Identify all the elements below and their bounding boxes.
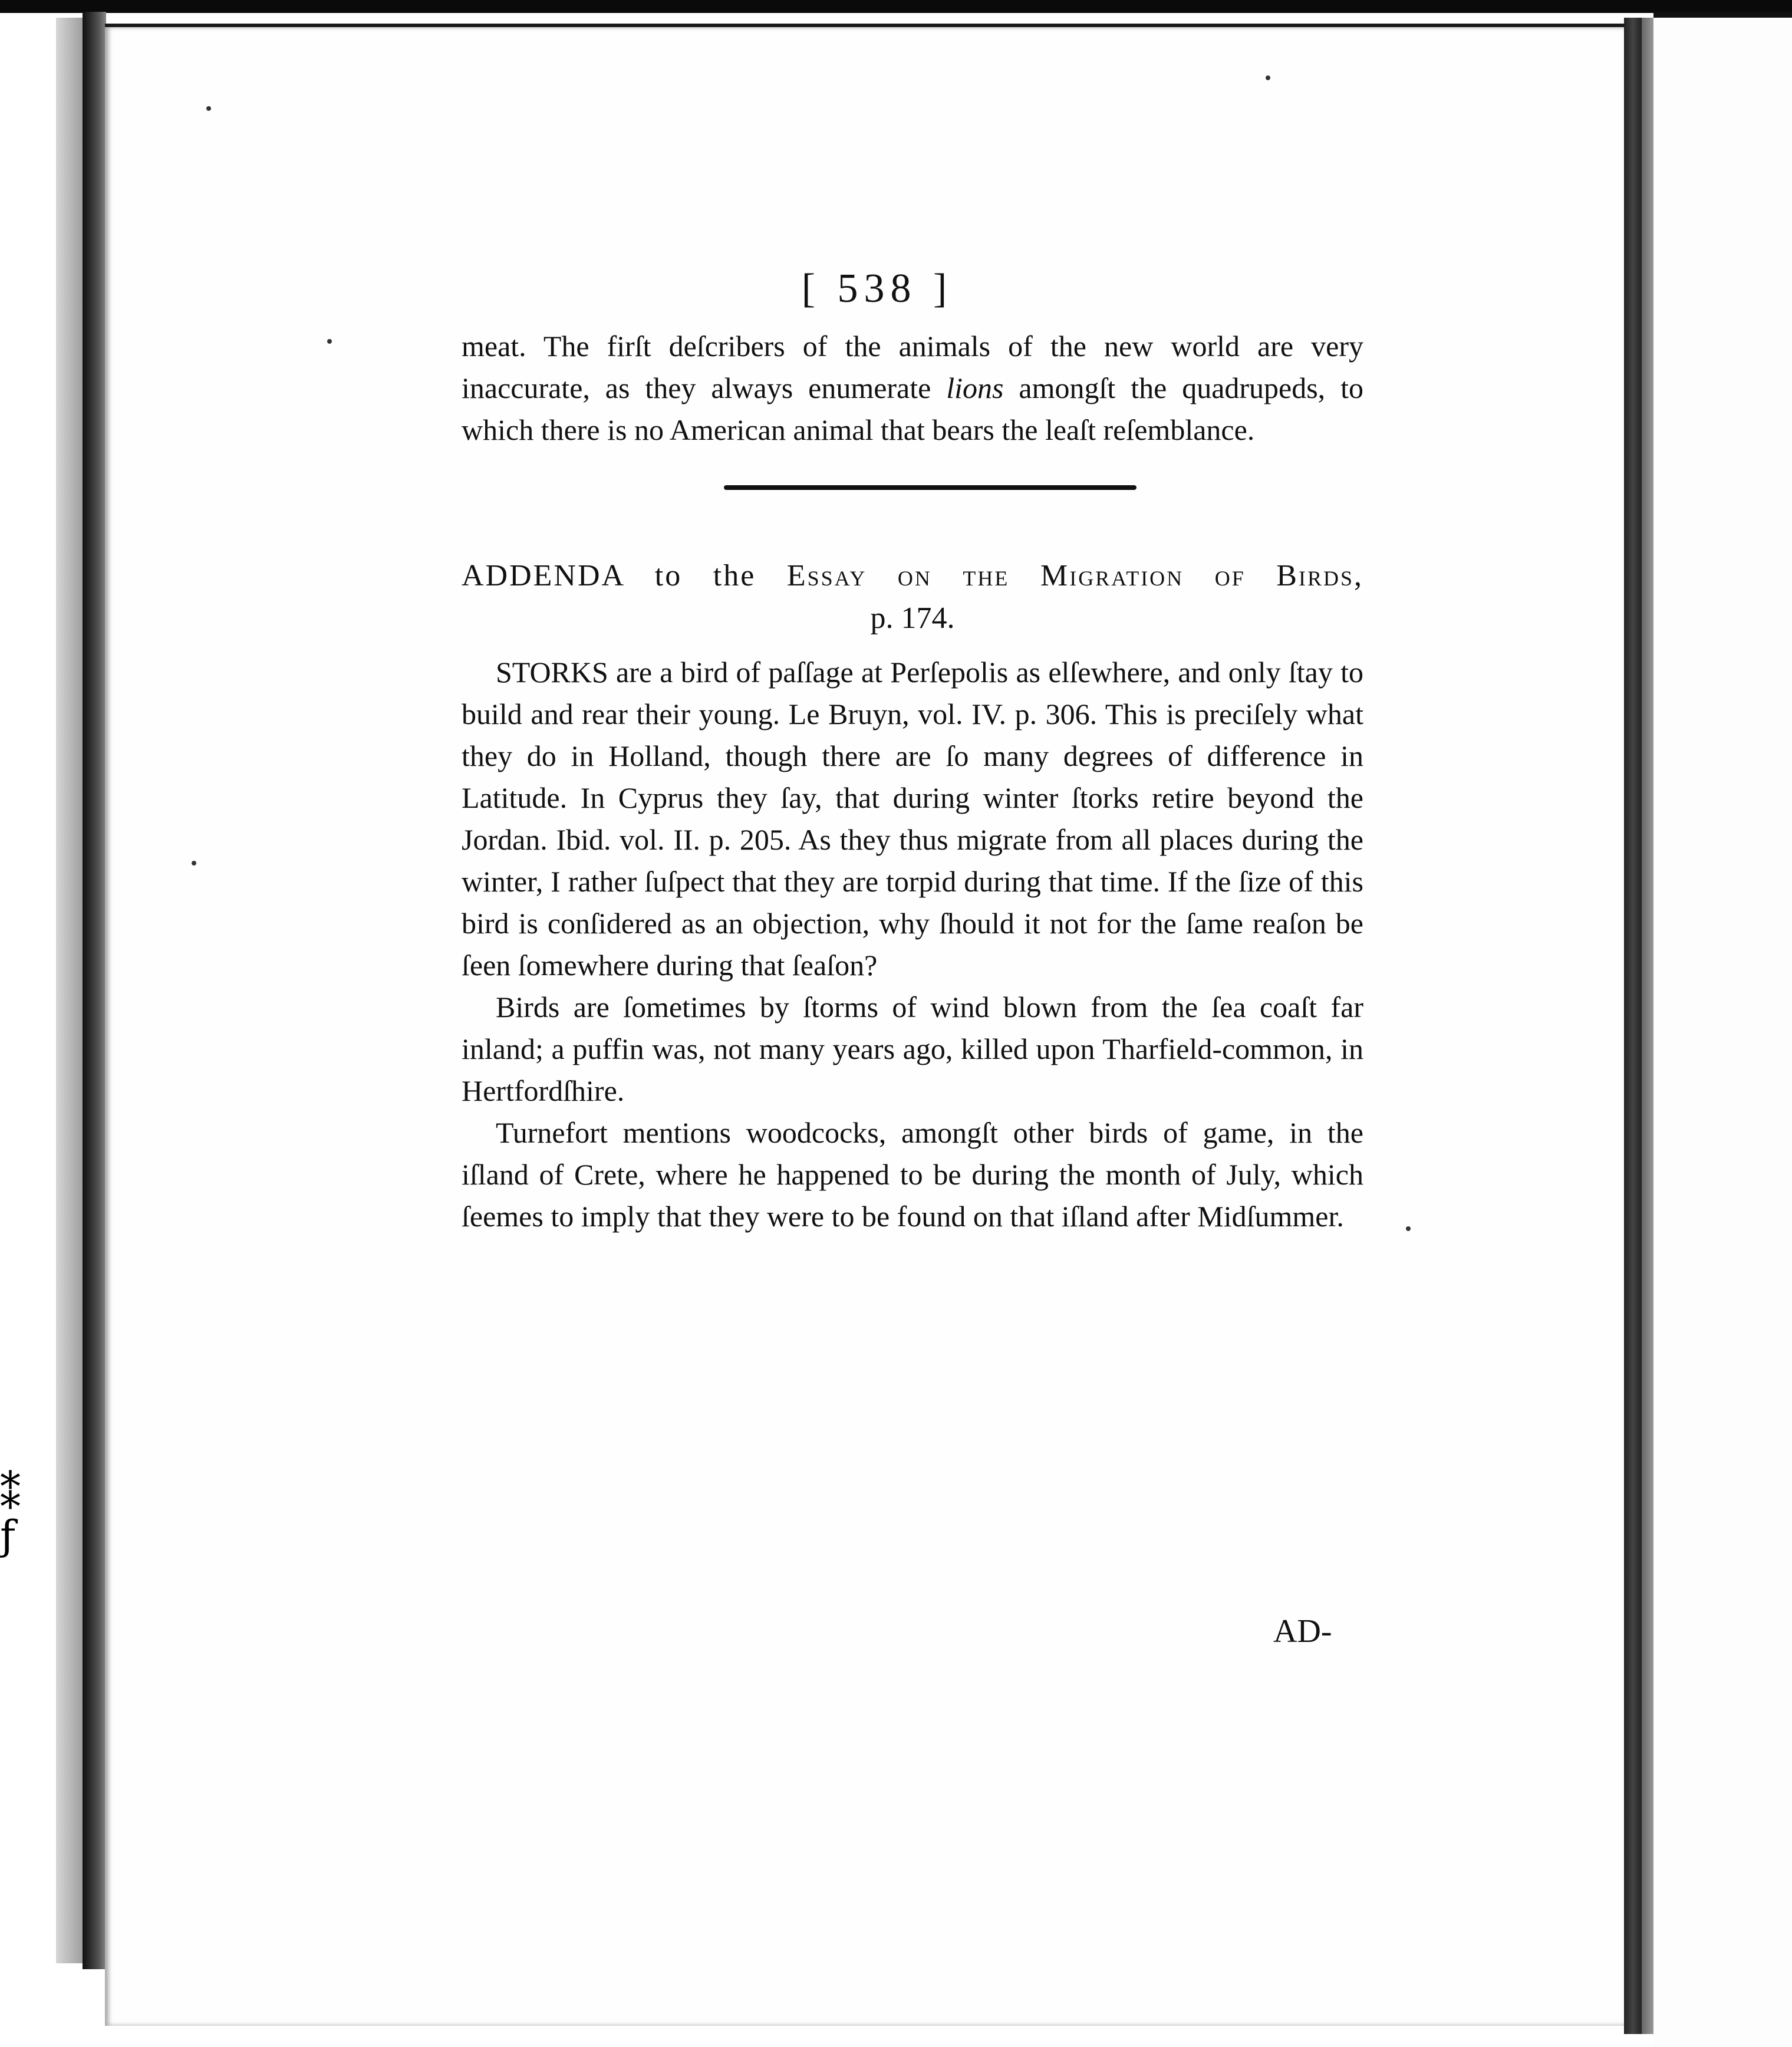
italic-word: lions <box>946 371 1004 404</box>
body-paragraph: Turnefort mentions woodcocks, amongſt other birds of game, in the iſland of Crete, where he happened to be during the month of July, which ſeemes to imply that they were to be found on that iſland after Midſummer. <box>462 1116 1363 1233</box>
book-spine-shadow <box>1624 18 1642 2034</box>
section-divider <box>724 485 1137 490</box>
speck <box>192 861 196 865</box>
facing-page-edge <box>1653 12 1792 2047</box>
addenda-heading-page-ref: p. 174. <box>870 601 955 635</box>
left-page-edge <box>83 12 106 1969</box>
addenda-heading-lead: ADDENDA to the <box>462 559 787 593</box>
catchword: AD- <box>1273 1613 1332 1650</box>
page-text <box>462 259 1363 1238</box>
left-page-stack <box>56 18 85 1963</box>
scanner-background-top <box>0 0 1792 13</box>
page-number: [ 538 ] <box>801 266 953 311</box>
continuation-paragraph <box>462 325 1363 451</box>
speck <box>327 339 332 344</box>
edge-marks: ⁑ ƒ <box>0 1470 21 1560</box>
speck <box>1406 1226 1411 1231</box>
addenda-heading <box>462 555 1363 597</box>
speck <box>1266 75 1270 80</box>
continuation-text-start: meat. The firſt deſcribers of the animals of the new world are very inaccurate, as they always enumerate <box>462 330 1363 404</box>
addenda-heading-title: Essay on the Migration of Birds, <box>786 559 1363 593</box>
book-spine-edge <box>1642 18 1653 2034</box>
body-paragraph: Birds are ſometimes by ſtorms of wind blown from the ſea coaſt far inland; a puffin was, not many years ago, killed upon Tharfield-common, in Hertfordſhire. <box>462 990 1363 1107</box>
body-paragraph: STORKS are a bird of paſſage at Perſepolis as elſewhere, and only ſtay to build and rear their young. Le Bruyn, vol. IV. p. 306. This is preciſely what they do in Holland, though there are ſo many degrees of difference in Latitude. In Cyprus they ſay, that during winter ſtorks retire beyond the Jordan. Ibid. vol. II. p. 205. As they thus migrate from all places during the winter, I rather ſuſpect that they are torpid during that time. If the ſize of this bird is conſidered as an objection, why ſhould it not for the ſame reaſon be ſeen ſomewhere during that ſeaſon? <box>462 656 1363 982</box>
continuation-text-end: amongſt the quadrupeds, to which there is no American animal that bears the leaſt reſemblance. <box>462 371 1363 446</box>
speck <box>206 106 211 111</box>
